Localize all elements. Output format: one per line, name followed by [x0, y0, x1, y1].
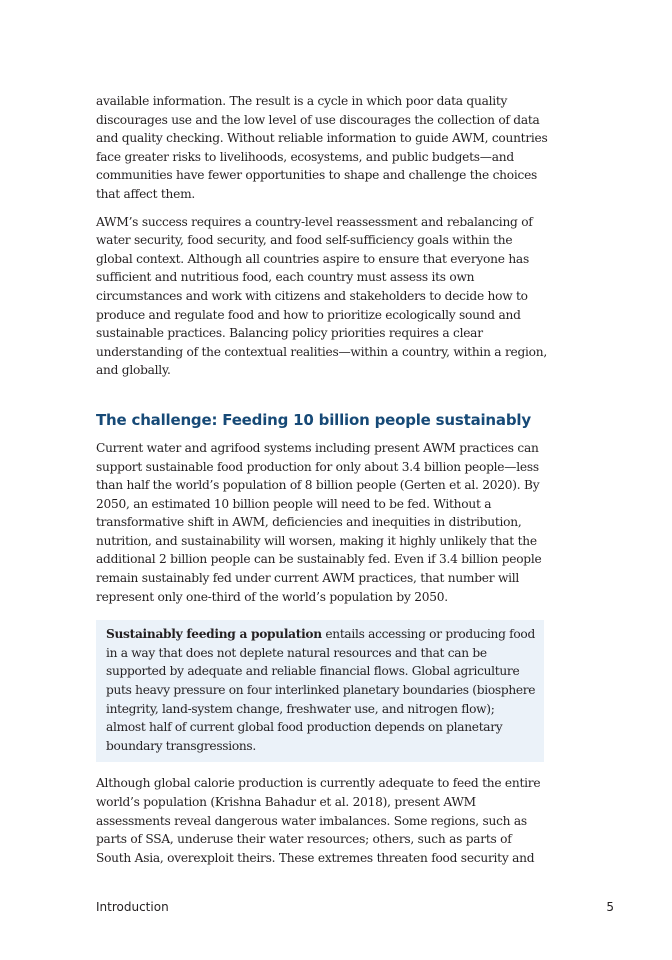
- page-footer: [96, 900, 614, 914]
- body-paragraph: Although global calorie production is currently adequate to feed the entire world’s population (Krishna Bahadur et al. 2018), present AWM assessments reveal dangerous water imbalances. Some regions, such as parts of SSA, underuse their water resources; others, such as parts of South Asia, overexploit theirs. These extremes threaten food security and: [96, 776, 541, 865]
- body-paragraph: available information. The result is a cycle in which poor data quality discourages use and the low level of use discourages the collection of data and quality checking. Without reliable information to guide AWM, countries face greater risks to livelihoods, ecosystems, and public budgets—and communities have fewer opportunities to shape and challenge the choices that affect them.: [96, 94, 548, 201]
- callout-bold-term: Sustainably feeding a population: [106, 627, 322, 642]
- definition-callout-box: [96, 620, 544, 762]
- page-content: [96, 92, 548, 867]
- body-paragraph: AWM’s success requires a country-level reassessment and rebalancing of water security, food security, and food self-sufficiency goals within the global context. Although all countries aspire to ensure that everyone has sufficient and nutritious food, each country must assess its own circumstances and work with citizens and stakeholders to decide how to produce and regulate food and how to prioritize ecologically sound and sustainable practices. Balancing policy priorities requires a clear understanding of the contextual realities—within a country, within a region, and globally.: [96, 214, 547, 378]
- page-number: 5: [606, 900, 614, 914]
- callout-body: entails accessing or producing food in a way that does not deplete natural resources and that can be supported by adequate and reliable financial flows. Global agriculture puts heavy pressure on four interlinked planetary boundaries (biosphere integrity, land-system change, freshwater use, and nitrogen flow); almost half of current global food production depends on planetary boundary transgressions.: [106, 627, 536, 753]
- footer-section-name: Introduction: [96, 900, 169, 914]
- callout-text: [106, 625, 536, 755]
- section-heading: The challenge: Feeding 10 billion people sustainably: [96, 410, 531, 429]
- body-paragraph: Current water and agrifood systems including present AWM practices can support sustainable food production for only about 3.4 billion people—less than half the world’s population of 8 billion people (Gerten et al. 2020). By 2050, an estimated 10 billion people will need to be fed. Without a transformative shift in AWM, deficiencies and inequities in distribution, nutrition, and sustainability will worsen, making it highly unlikely that the additional 2 billion people can be sustainably fed. Even if 3.4 billion people remain sustainably fed under current AWM practices, that number will represent only one-third of the world’s population by 2050.: [96, 440, 542, 604]
